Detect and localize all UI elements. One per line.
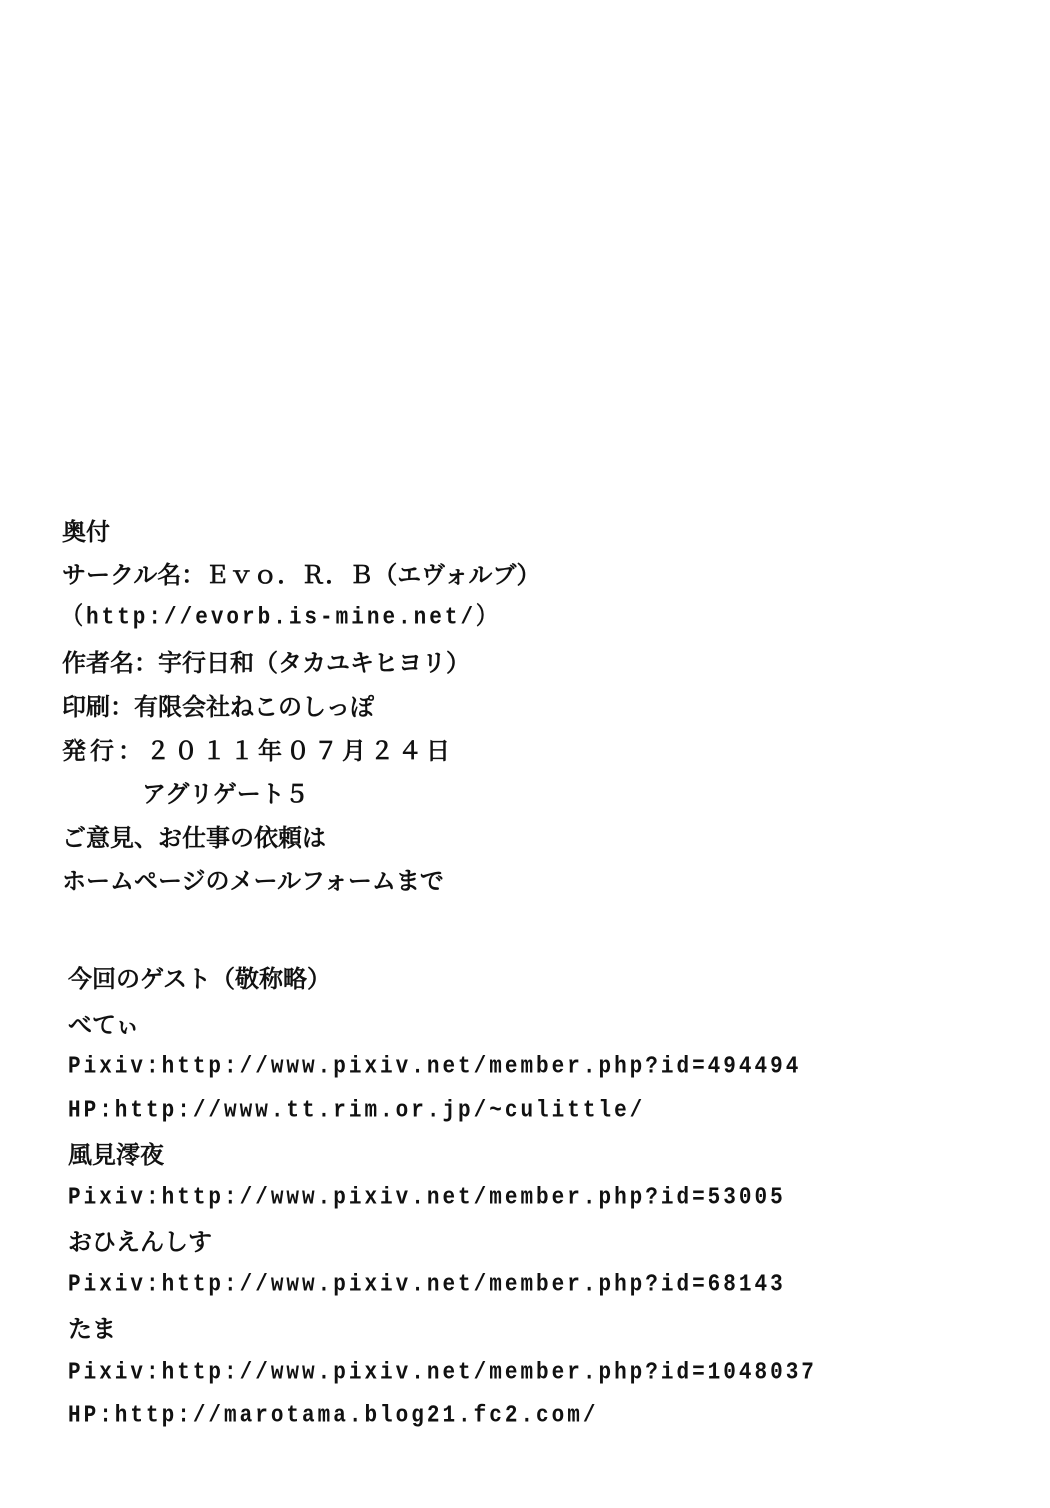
- guest-link[interactable]: Pixiv:http://www.pixiv.net/member.php?id=68143: [68, 1271, 786, 1299]
- printer: 印刷：有限会社ねこのしっぽ: [62, 693, 374, 721]
- event-name: アグリゲート５: [142, 780, 309, 808]
- guests-heading: 今回のゲスト（敬称略）: [68, 965, 332, 993]
- circle-name: サークル名：Ｅｖｏ．Ｒ．Ｂ（エヴォルブ）: [62, 561, 541, 589]
- guest-name: たま: [68, 1315, 116, 1343]
- author-name: 作者名：宇行日和（タカユキヒヨリ）: [62, 649, 470, 677]
- guest-link[interactable]: HP:http://marotama.blog21.fc2.com/: [68, 1402, 599, 1430]
- guest-name: 風見澪夜: [68, 1141, 164, 1169]
- guest-link[interactable]: Pixiv:http://www.pixiv.net/member.php?id=1048037: [68, 1359, 817, 1387]
- colophon-heading: 奥付: [62, 518, 110, 546]
- circle-url: （http://evorb.is-mine.net/）: [62, 604, 501, 632]
- contact-line-2: ホームページのメールフォームまで: [62, 867, 444, 895]
- guest-link[interactable]: Pixiv:http://www.pixiv.net/member.php?id=494494: [68, 1053, 802, 1081]
- guest-link[interactable]: HP:http://www.tt.rim.or.jp/~culittle/: [68, 1097, 646, 1125]
- guest-name: おひえんしす: [68, 1228, 212, 1256]
- publish-date: 発行：２０１１年０７月２４日: [62, 737, 454, 765]
- contact-line-1: ご意見、お仕事の依頼は: [62, 824, 326, 852]
- guest-link[interactable]: Pixiv:http://www.pixiv.net/member.php?id=53005: [68, 1184, 786, 1212]
- guest-name: べてぃ: [68, 1011, 140, 1039]
